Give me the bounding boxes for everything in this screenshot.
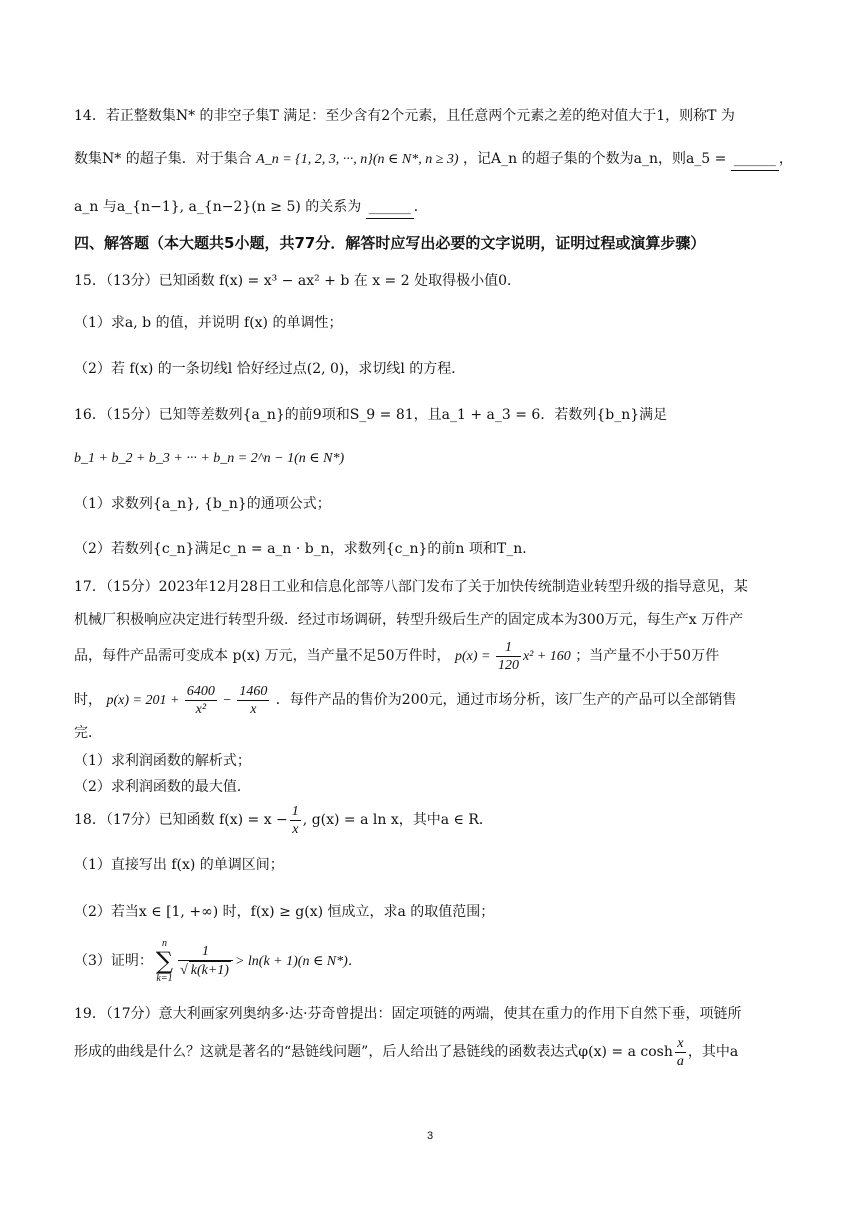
q18-part2: （2）若当x ∈ [1, +∞) 时，f(x) ≥ g(x) 恒成立，求a 的取值范围；: [74, 904, 495, 920]
section-heading: 四、解答题（本大题共5小题，共77分．解答时应写出必要的文字说明，证明过程或演算步骤）: [74, 234, 706, 252]
q19-fraction-x-over-a: $\frac{x}{a}$: [676, 1035, 684, 1069]
q17-line4-a: 时，: [74, 692, 102, 708]
q14-answer-blank-2[interactable]: ______: [366, 196, 414, 219]
q15-part2: （2）若 f(x) 的一条切线l 恰好经过点(2, 0)，求切线l 的方程．: [74, 361, 466, 377]
q16-equation: b_1 + b_2 + b_3 + ··· + b_n = 2^n − 1(n ∈ N*): [74, 451, 345, 466]
q18-part1: （1）直接写出 f(x) 的单调区间；: [74, 857, 284, 873]
q17-line4: 时， p(x) = 201 + $\frac{6400}{\text{x²}}$ − $\frac{1460}{x}$ ．每件产品的售价为200元，通过市场分析，该厂生产的产品可以全部销售: [74, 683, 737, 717]
q18-part3-b: > ln(k + 1)(n ∈ N*)．: [234, 954, 362, 969]
q19-line2-a: 形成的曲线是什么？这就是著名的“悬链线问题”，后人给出了悬链线的函数表达式φ(x) = a cosh: [74, 1044, 673, 1060]
q17-line2: 机械厂积极响应决定进行转型升级．经过市场调研，转型升级后生产的固定成本为300万元，每生产x 万件产: [74, 612, 744, 628]
q17-line5: 完．: [74, 725, 102, 741]
q14-line3-a: a_n 与a_{n−1}, a_{n−2}(n ≥ 5) 的关系为: [74, 199, 362, 215]
q14-set-expression: A_n = {1, 2, 3, ···, n}(n ∈ N*, n ≥ 3): [256, 152, 459, 167]
q18-fraction-1-over-x: $\frac{1}{x}$: [291, 803, 299, 837]
q17-line4-b: ．每件产品的售价为200元，通过市场分析，该厂生产的产品可以全部销售: [275, 692, 737, 708]
q17-fraction-1-120: $\frac{1}{120}$: [497, 639, 519, 673]
q17-fraction-1460: $\frac{1460}{x}$: [239, 683, 268, 717]
q14-line3: a_n 与a_{n−1}, a_{n−2}(n ≥ 5) 的关系为 ______ ．: [74, 196, 794, 219]
q14-line2: 数集N* 的超子集．对于集合 A_n = {1, 2, 3, ···, n}(n ∈ N*, n ≥ 3) ，记A_n 的超子集的个数为a_n，则a_5 = ______ ，: [74, 148, 794, 171]
q16-stem: 16．（15分）已知等差数列{a_n}的前9项和S_9 = 81，且a_1 + a_3 = 6．若数列{b_n}满足: [74, 407, 668, 423]
q17-part1: （1）求利润函数的解析式；: [74, 753, 251, 769]
q16-part2: （2）若数列{c_n}满足c_n = a_n · b_n，求数列{c_n}的前n 项和T_n．: [74, 541, 537, 557]
q17-line3-a: 品，每件产品需可变成本 p(x) 万元，当产量不足50万件时，: [74, 648, 451, 664]
q17-line3-b: ；当产量不小于50万件: [575, 648, 720, 664]
page-number: 3: [426, 1130, 434, 1142]
q18-stem-b: , g(x) = a ln x，其中a ∈ R．: [302, 812, 493, 828]
q16-part1: （1）求数列{a_n}, {b_n}的通项公式；: [74, 496, 331, 512]
q15-stem: 15．（13分）已知函数 f(x) = x³ − ax² + b 在 x = 2 处取得极小值0．: [74, 273, 521, 289]
q14-line1: 14．若正整数集N* 的非空子集T 满足：至少含有2个元素，且任意两个元素之差的绝对值大于1，则称T 为: [74, 108, 735, 124]
q17-fraction-6400: $\frac{6400}{\text{x²}}$: [186, 683, 215, 717]
q14-line2-b: ，记A_n 的超子集的个数为a_n，则a_5 =: [463, 151, 727, 167]
q17-line3: 品，每件产品需可变成本 p(x) 万元，当产量不足50万件时， p(x) = $\frac{1}{120}$ x² + 160 ；当产量不小于50万件: [74, 639, 720, 673]
q15-part1: （1）求a, b 的值，并说明 f(x) 的单调性；: [74, 315, 343, 331]
q19-line2: [74, 1032, 794, 1072]
q18-part3-a: （3）证明：: [74, 953, 153, 969]
q18-stem-a: 18．（17分）已知函数 f(x) = x −: [74, 812, 288, 828]
summation-sign: n ∑ k=1: [155, 938, 174, 984]
q14-answer-blank-1[interactable]: ______: [731, 148, 779, 171]
q18-stem: [74, 800, 794, 840]
q18-sum-fraction: $\frac{1}{√ k(k+1)}$: [178, 943, 233, 979]
q14-line2-a: 数集N* 的超子集．对于集合: [74, 151, 252, 167]
q19-line2-b: ，其中a: [687, 1044, 739, 1060]
q19-line1: 19．（17分）意大利画家列奥纳多·达·芬奇曾提出：固定项链的两端，使其在重力的作用下自然下垂，项链所: [74, 1006, 742, 1022]
q17-line1: 17．（15分）2023年12月28日工业和信息化部等八部门发布了关于加快传统制造业转型升级的指导意见，某: [74, 579, 748, 595]
q18-part3: [74, 938, 794, 984]
q17-part2: （2）求利润函数的最大值．: [74, 779, 251, 795]
